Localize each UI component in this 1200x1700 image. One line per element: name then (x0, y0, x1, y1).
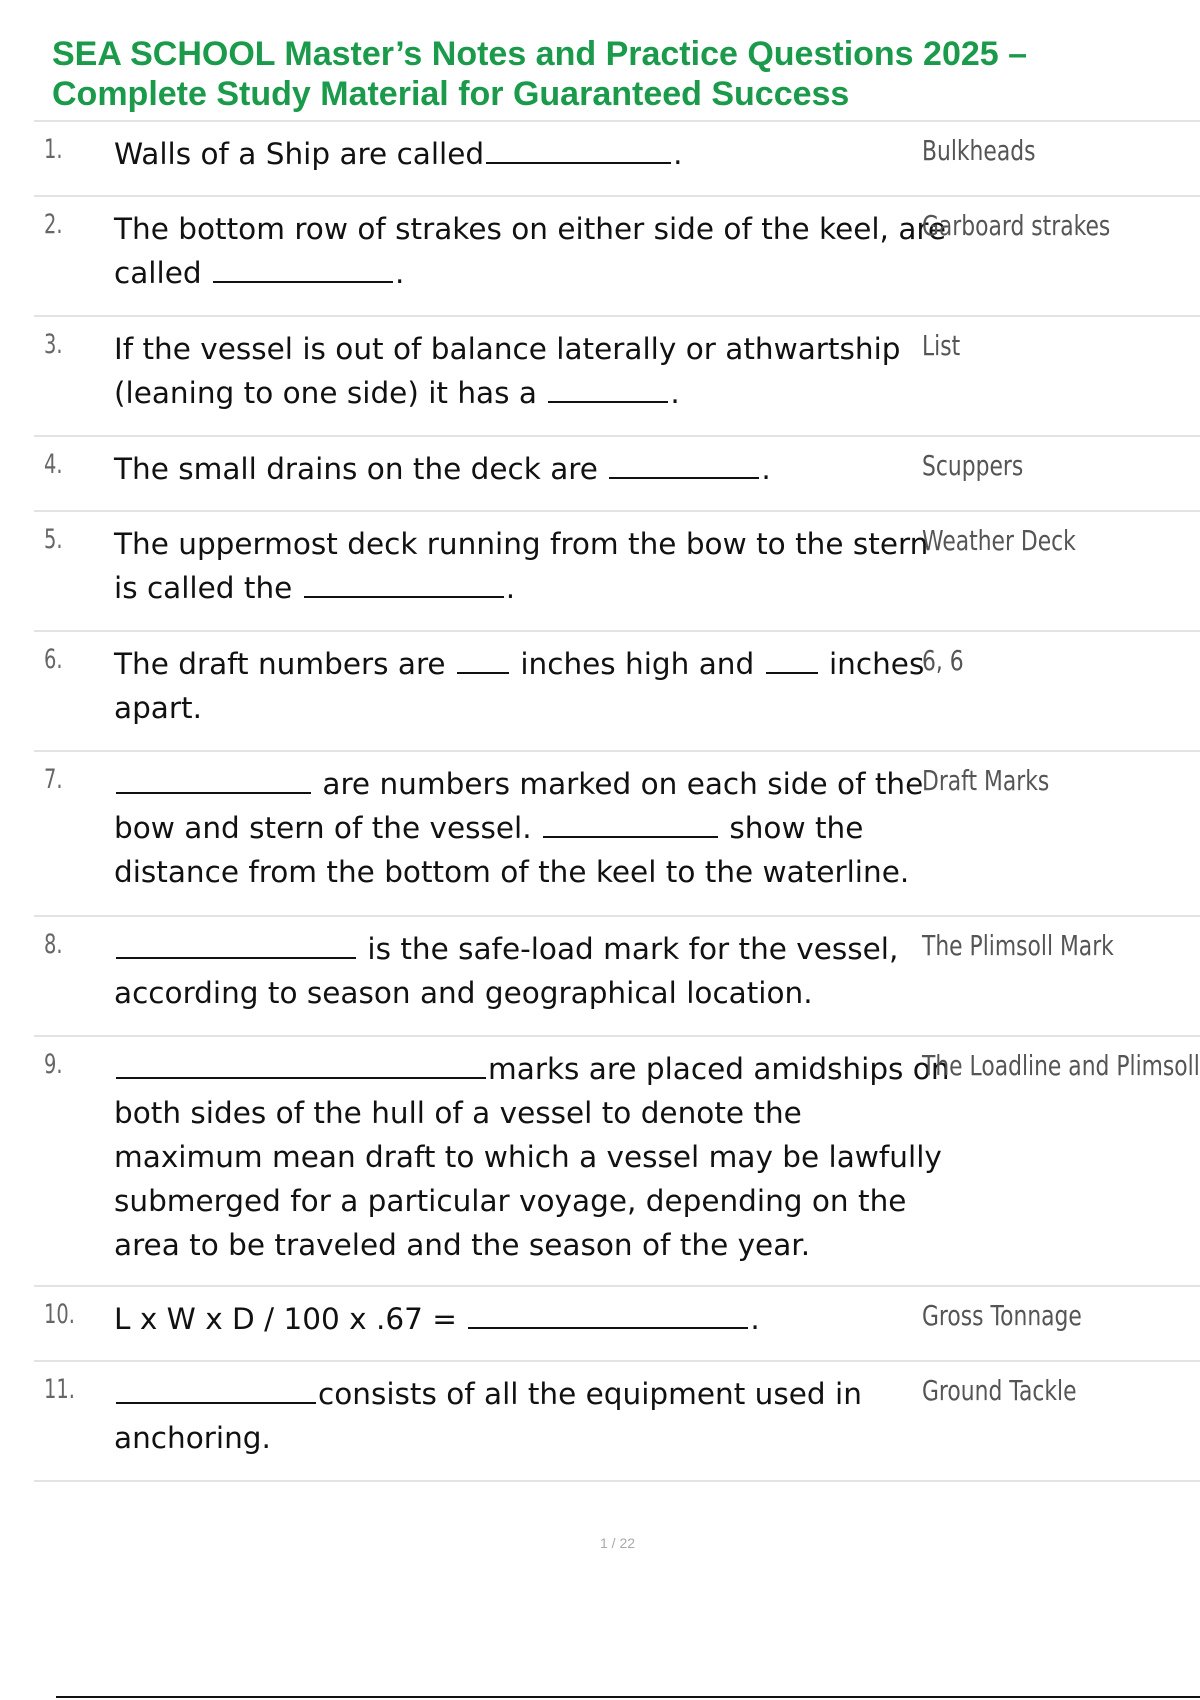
answer-text: Scuppers (922, 449, 1024, 482)
question-table (34, 120, 1200, 1482)
question-row (34, 317, 1200, 437)
question-text: If the vessel is out of balance laterally or athwartship (leaning to one side) it has a . (114, 332, 901, 410)
question-text: is the safe-load mark for the vessel, according to season and geographical location. (114, 927, 954, 1015)
question-text: The uppermost deck running from the bow to the stern is called the . (114, 527, 929, 605)
document-title (52, 34, 1152, 114)
title-line-2: Complete Study Material for Guaranteed Success (52, 75, 850, 113)
question-number: 10. (44, 1299, 75, 1330)
bottom-divider (56, 1696, 1200, 1698)
question-number: 6. (44, 644, 63, 675)
answer-text: Bulkheads (922, 134, 1036, 167)
question-row (34, 122, 1200, 197)
question-text: The small drains on the deck are . (114, 447, 954, 491)
question-row (34, 632, 1200, 752)
answer-text: Weather Deck (922, 524, 1076, 557)
answer-text: Gross Tonnage (922, 1299, 1082, 1332)
question-text: The bottom row of strakes on either side of the keel, are called . (114, 212, 947, 290)
answer-text: Ground Tackle (922, 1374, 1077, 1407)
question-row (34, 1037, 1200, 1287)
title-line-1: SEA SCHOOL Master’s Notes and Practice Questions 2025 – (52, 35, 1028, 73)
answer-text: The Loadline and Plimsoll (922, 1049, 1200, 1082)
question-row (34, 917, 1200, 1037)
question-number: 5. (44, 524, 63, 555)
question-row (34, 197, 1200, 317)
question-text: L x W x D / 100 x .67 = . (114, 1297, 954, 1341)
answer-text: The Plimsoll Mark (922, 929, 1114, 962)
question-number: 11. (44, 1374, 75, 1405)
question-row (34, 512, 1200, 632)
question-number: 8. (44, 929, 63, 960)
question-text: consists of all the equipment used in anchoring. (114, 1372, 954, 1460)
answer-text: 6, 6 (922, 644, 964, 677)
answer-text: Draft Marks (922, 764, 1050, 797)
page-indicator: 1 / 22 (600, 1535, 636, 1551)
answer-text: Garboard strakes (922, 209, 1111, 242)
question-number: 4. (44, 449, 63, 480)
question-text: are numbers marked on each side of the bow and stern of the vessel. show the distance from the bottom of the keel to the waterline. (114, 762, 954, 894)
question-number: 9. (44, 1049, 63, 1080)
question-number: 3. (44, 329, 63, 360)
question-row (34, 1287, 1200, 1362)
question-number: 7. (44, 764, 63, 795)
question-text: Walls of a Ship are called . (114, 132, 954, 176)
question-row (34, 752, 1200, 917)
question-text: The draft numbers are inches high and inches apart. (114, 642, 954, 730)
question-row (34, 1362, 1200, 1482)
question-text: marks are placed amidships on both sides of the hull of a vessel to denote the maximum mean draft to which a vessel may be lawfully submerged for a particular voyage, depending on the area to be traveled and the season of the year. (114, 1047, 954, 1267)
answer-text: List (922, 329, 961, 362)
question-row (34, 437, 1200, 512)
question-number: 1. (44, 134, 63, 165)
question-number: 2. (44, 209, 63, 240)
